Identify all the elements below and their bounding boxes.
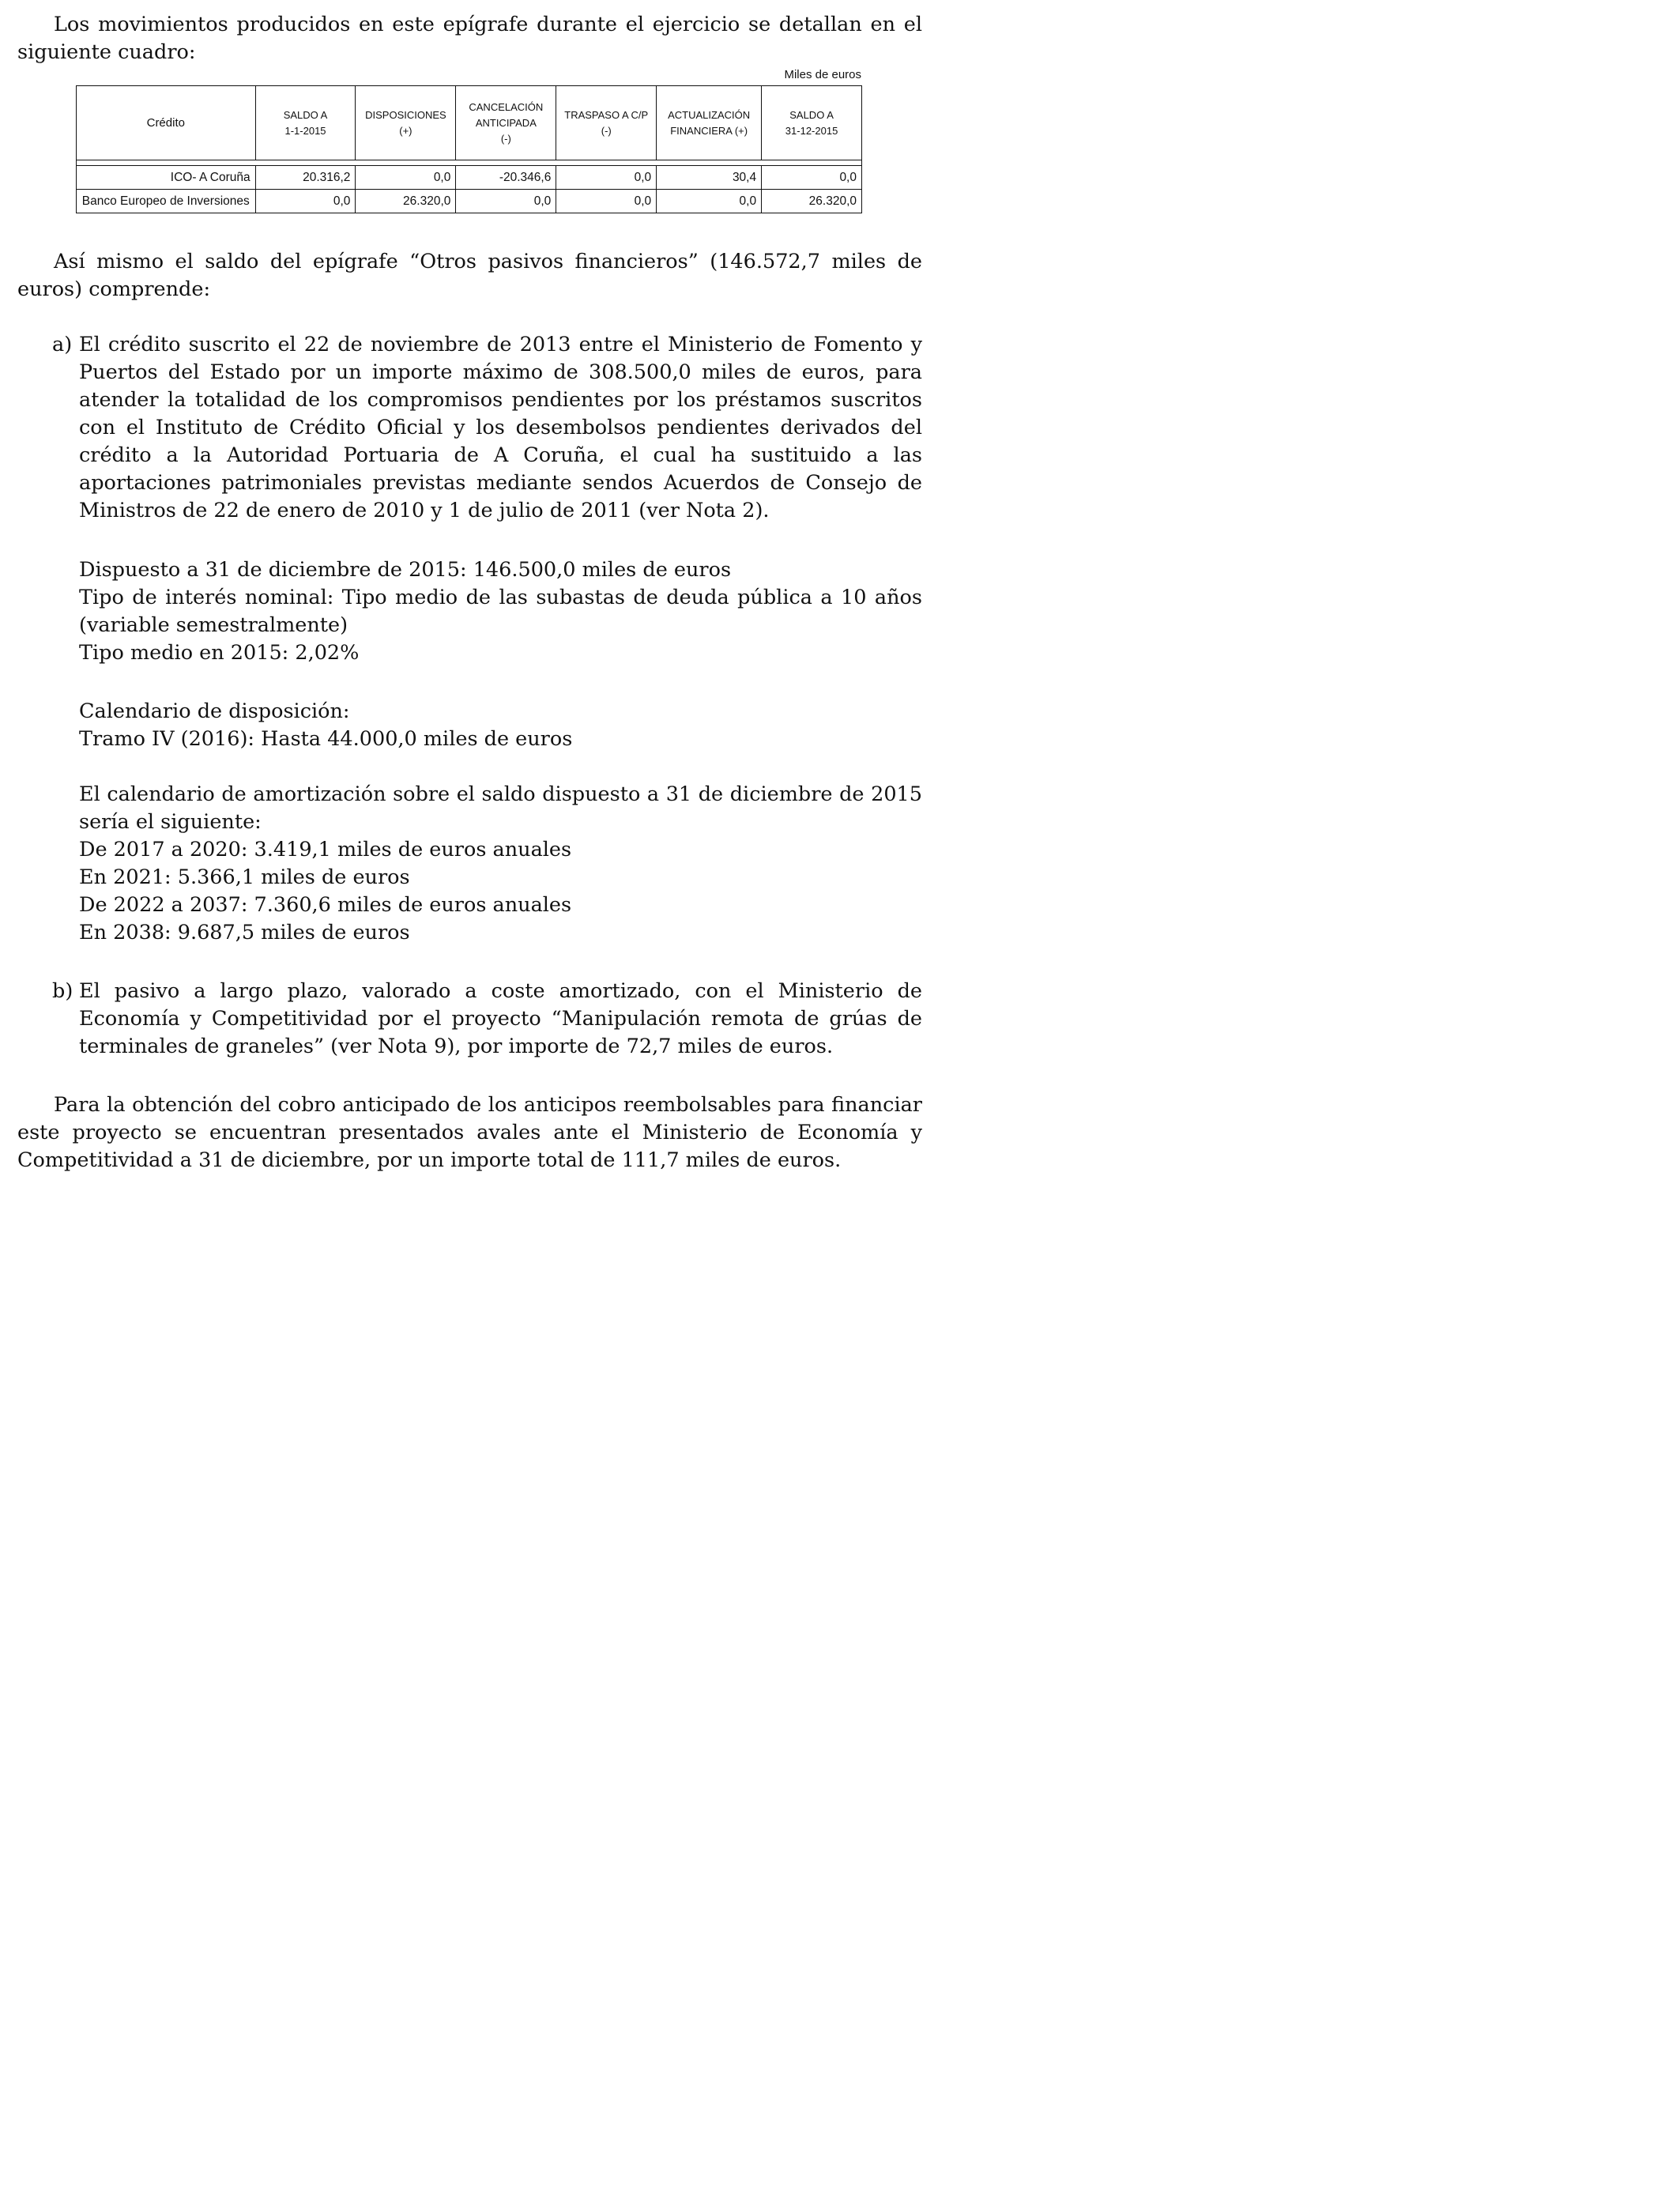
dispuesto-block [79,556,922,667]
list-text-b: El pasivo a largo plazo, valorado a coste amortizado, con el Ministerio de Economía y Competitividad por el proyecto “Manipulación remota de grúas de terminales de graneles” (ver Nota 9), por importe de 72,7 miles de euros. [79,979,922,1058]
document-page [0,0,936,1224]
table-unit-label: Miles de euros [784,68,861,81]
cell-value: 0,0 [356,166,456,190]
final-paragraph: Para la obtención del cobro anticipado de los anticipos reembolsables para financiar este proyecto se encuentran presentados avales ante el Ministerio de Economía y Competitividad a 31 de diciembre, por un importe total de 111,7 miles de euros. [17,1093,922,1172]
list-marker-a: a) [52,333,73,356]
table-row [77,190,862,213]
cell-value: -20.346,6 [456,166,556,190]
list-text-a: El crédito suscrito el 22 de noviembre de 2013 entre el Ministerio de Fomento y Puertos del Estado por un importe máximo de 308.500,0 miles de euros, para atender la totalidad de los compromisos pendientes por los préstamos suscritos con el Instituto de Crédito Oficial y los desembolsos pendientes derivados del crédito a la Autoridad Portuaria de A Coruña, el cual ha sustituido a las aportaciones patrimoniales previstas mediante sendos Acuerdos de Consejo de Ministros de 22 de enero de 2010 y 1 de julio de 2011 (ver Nota 2). [79,333,922,522]
list-item-b [17,978,922,1061]
cell-value: 26.320,0 [762,190,862,213]
header-traspaso: TRASPASO A C/P (-) [556,86,657,160]
cell-value: 0,0 [657,190,762,213]
tipo-medio-line: Tipo medio en 2015: 2,02% [79,641,360,665]
otros-pasivos-paragraph: Así mismo el saldo del epígrafe “Otros pasivos financieros” (146.572,7 miles de euros) comprende: [17,250,922,301]
calendario-block [79,698,922,753]
row-label: Banco Europeo de Inversiones [77,190,256,213]
cell-value: 26.320,0 [356,190,456,213]
list-marker-b: b) [52,979,73,1003]
header-cancelacion: CANCELACIÓN ANTICIPADA (-) [456,86,556,160]
cell-value: 0,0 [556,190,657,213]
header-credito: Crédito [77,86,256,160]
dispuesto-line: Dispuesto a 31 de diciembre de 2015: 146.500,0 miles de euros [79,558,732,582]
header-disposiciones: DISPOSICIONES (+) [356,86,456,160]
cell-value: 0,0 [255,190,356,213]
header-actualizacion: ACTUALIZACIÓN FINANCIERA (+) [657,86,762,160]
tramo-line: Tramo IV (2016): Hasta 44.000,0 miles de euros [79,727,573,751]
list-item-a [17,331,922,525]
cell-value: 20.316,2 [255,166,356,190]
row-label: ICO- A Coruña [77,166,256,190]
intro-paragraph: Los movimientos producidos en este epígrafe durante el ejercicio se detallan en el siguiente cuadro: [17,13,922,64]
cell-value: 0,0 [556,166,657,190]
amortizacion-line: De 2017 a 2020: 3.419,1 miles de euros anuales [79,838,572,861]
movements-table [76,85,862,213]
cell-value: 0,0 [456,190,556,213]
header-saldo-final: SALDO A 31-12-2015 [762,86,862,160]
calendario-title-line: Calendario de disposición: [79,699,350,723]
cell-value: 0,0 [762,166,862,190]
amortizacion-line: En 2038: 9.687,5 miles de euros [79,921,410,944]
amortizacion-line: De 2022 a 2037: 7.360,6 miles de euros anuales [79,893,572,917]
amortizacion-line: En 2021: 5.366,1 miles de euros [79,865,410,889]
table-row [77,166,862,190]
table-header-row [77,86,862,160]
tipo-interes-line: Tipo de interés nominal: Tipo medio de las subastas de deuda pública a 10 años (variable semestralmente) [79,586,922,637]
cell-value: 30,4 [657,166,762,190]
amortizacion-block [79,781,922,947]
header-saldo-inicial: SALDO A 1-1-2015 [255,86,356,160]
amortizacion-intro-line: El calendario de amortización sobre el saldo dispuesto a 31 de diciembre de 2015 sería el siguiente: [79,782,922,834]
